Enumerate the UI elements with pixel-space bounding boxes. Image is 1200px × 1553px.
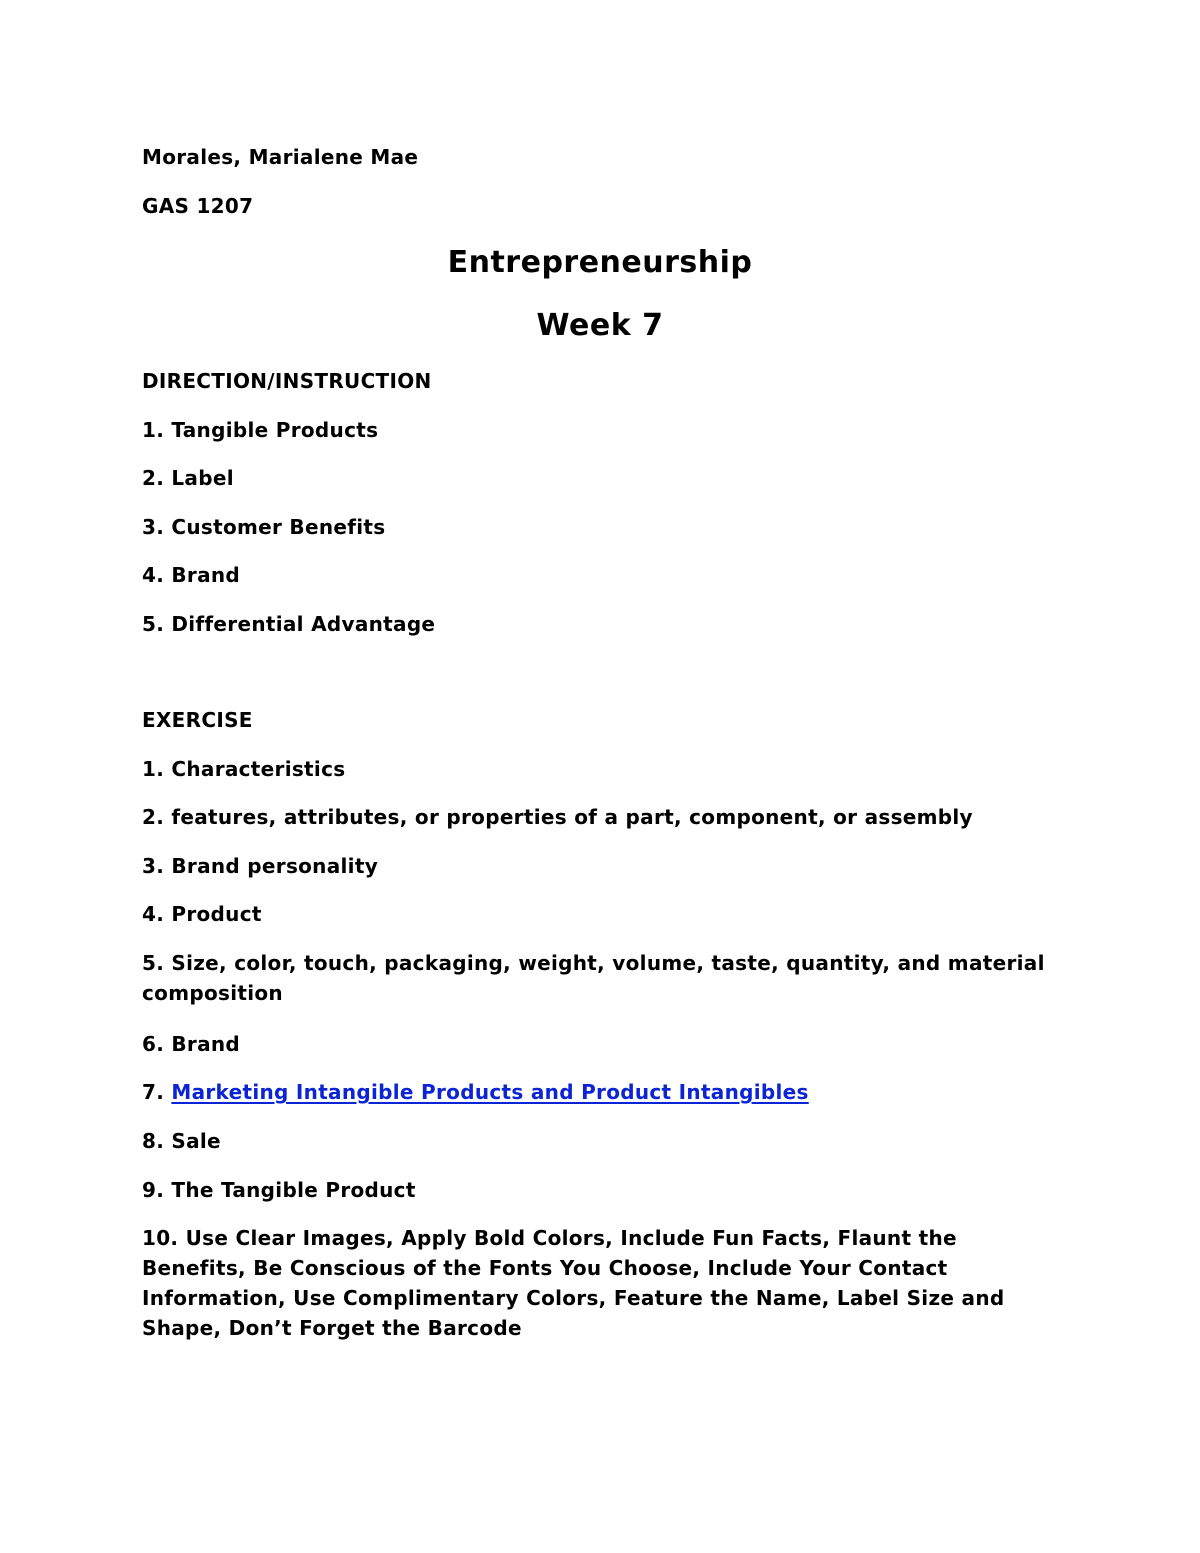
exercise-item-7 [142, 1077, 1058, 1107]
exercise-item: 2. features, attributes, or properties of a part, component, or assembly [142, 805, 973, 829]
direction-heading: DIRECTION/INSTRUCTION [142, 369, 432, 393]
exercise-item: 6. Brand [142, 1032, 241, 1056]
document-title: Entrepreneurship [447, 245, 753, 280]
section-code: GAS 1207 [142, 194, 254, 218]
direction-item: 2. Label [142, 466, 234, 490]
direction-item: 1. Tangible Products [142, 418, 379, 442]
exercise-item: 10. Use Clear Images, Apply Bold Colors, Include Fun Facts, Flaunt the Benefits, Be Conscious of the Fonts You Choose, Include Your Contact Information, Use Complimentary Colors, Feature the Name, Label Size and Shape, Don’t Forget the Barcode [142, 1226, 1005, 1340]
exercise-item: 1. Characteristics [142, 757, 346, 781]
direction-item: 3. Customer Benefits [142, 515, 386, 539]
exercise-item: 3. Brand personality [142, 854, 379, 878]
direction-item: 5. Differential Advantage [142, 612, 436, 636]
exercise-item: 5. Size, color, touch, packaging, weight, volume, taste, quantity, and material composition [142, 951, 1045, 1005]
week-title: Week 7 [536, 308, 664, 343]
exercise-heading: EXERCISE [142, 708, 253, 732]
direction-item: 4. Brand [142, 563, 241, 587]
exercise-item: 4. Product [142, 902, 262, 926]
exercise-item: 9. The Tangible Product [142, 1178, 416, 1202]
student-name: Morales, Marialene Mae [142, 145, 419, 169]
exercise-item: 8. Sale [142, 1129, 221, 1153]
marketing-intangible-products-link[interactable]: Marketing Intangible Products and Product Intangibles [171, 1080, 809, 1104]
exercise-item-7-number: 7. [142, 1080, 172, 1104]
